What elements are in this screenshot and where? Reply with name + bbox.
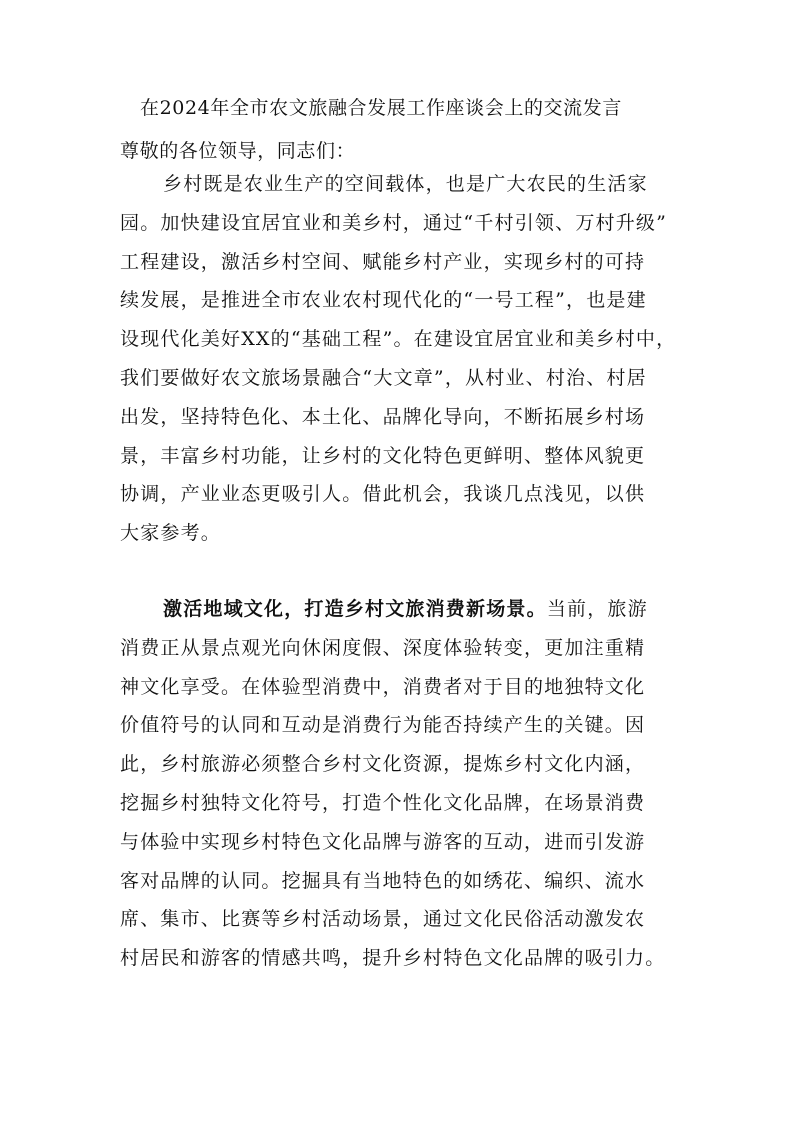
paragraph-lead-heading: 激活地域文化，打造乡村文旅消费新场景。 [163,598,547,620]
paragraph-line: 出发，坚持特色化、本土化、品牌化导向，不断拓展乡村场 [120,405,646,428]
paragraph-line: 大家参考。 [120,522,222,545]
salutation: 尊敬的各位领导，同志们： [120,140,356,162]
paragraph-line: 挖掘乡村独特文化符号，打造个性化文化品牌，在场景消费 [120,791,646,814]
paragraph-line: 客对品牌的认同。挖掘具有当地特色的如绣花、编织、流水 [120,869,646,892]
paragraph-line: 与体验中实现乡村特色文化品牌与游客的互动，进而引发游 [120,830,646,853]
paragraph-line: 设现代化美好XX的“基础工程”。在建设宜居宜业和美乡村中， [120,328,677,351]
paragraph-line: 景，丰富乡村功能，让乡村的文化特色更鲜明、整体风貌更 [120,444,646,467]
paragraph-line: 神文化享受。在体验型消费中，消费者对于目的地独特文化 [120,675,646,698]
paragraph-line: 工程建设，激活乡村空间、赋能乡村产业，实现乡村的可持 [120,250,646,273]
paragraph-1 [120,165,680,553]
paragraph-line: 村居民和游客的情感共鸣，提升乡村特色文化品牌的吸引力。 [120,947,666,970]
document-title: 在2024年全市农文旅融合发展工作座谈会上的交流发言 [140,97,622,119]
paragraph-line: 席、集市、比赛等乡村活动场景，通过文化民俗活动激发农 [120,908,646,931]
paragraph-line: 此，乡村旅游必须整合乡村文化资源，提炼乡村文化内涵， [120,753,646,776]
paragraph-first-line [120,590,680,629]
paragraph-line-rest: 当前，旅游 [546,598,648,620]
paragraph-line: 续发展，是推进全市农业农村现代化的“一号工程”，也是建 [120,289,647,312]
paragraph-line: 价值符号的认同和互动是消费行为能否持续产生的关键。因 [120,714,646,737]
paragraph-line: 消费正从景点观光向休闲度假、深度体验转变，更加注重精 [120,636,646,659]
paragraph-line: 我们要做好农文旅场景融合“大文章”，从村业、村治、村居 [120,366,647,389]
paragraph-line: 协调，产业业态更吸引人。借此机会，我谈几点浅见，以供 [120,483,646,506]
paragraph-line: 园。加快建设宜居宜业和美乡村，通过“千村引领、万村升级” [120,211,668,234]
paragraph-2 [120,590,680,978]
paragraph-line: 乡村既是农业生产的空间载体，也是广大农民的生活家 [163,173,648,195]
